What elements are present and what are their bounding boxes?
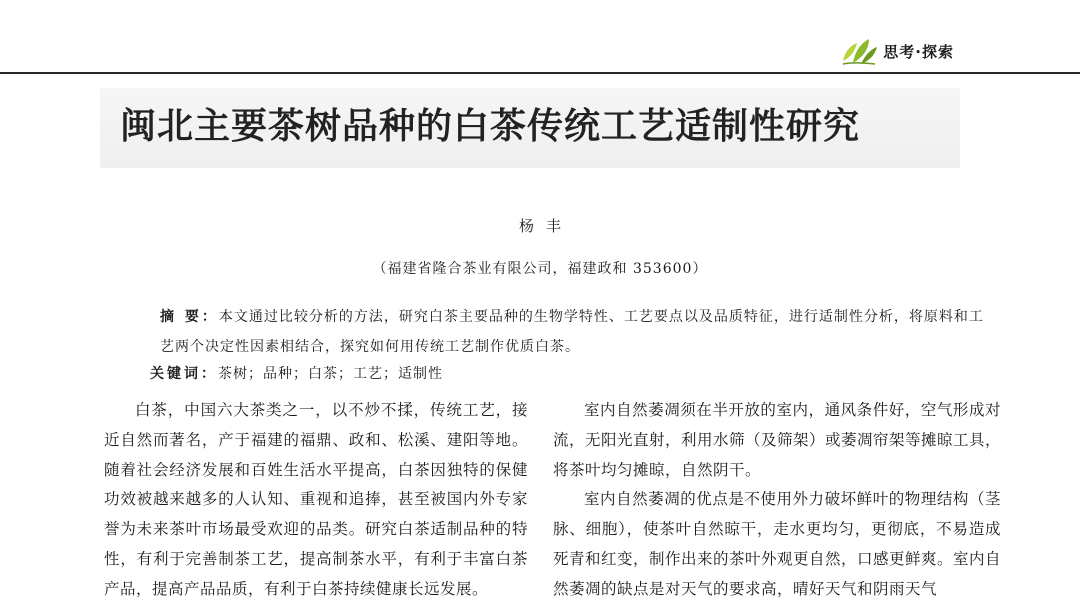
article-affiliation: （福建省隆合茶业有限公司，福建政和 353600）	[372, 261, 708, 277]
header-brand	[839, 34, 954, 68]
body-column-left	[104, 396, 528, 605]
body-paragraph: 室内自然萎凋的优点是不使用外力破坏鲜叶的物理结构（茎脉、细胞），使茶叶自然晾干，走水更均匀，更彻底，不易造成死青和红变，制作出来的茶叶外观更自然，口感更鲜爽。室内自然萎凋的缺点是对天气的要求高，晴好天气和阴雨天气	[553, 490, 1002, 598]
abstract-label: 摘 要：	[160, 309, 219, 325]
section-label: 思考·探索	[883, 42, 954, 61]
article-author: 杨丰	[518, 217, 573, 235]
body-column-right	[553, 396, 1001, 605]
page-header	[0, 0, 1080, 75]
keywords-label: 关键词：	[150, 366, 218, 382]
article-title: 闽北主要茶树品种的白茶传统工艺适制性研究	[120, 105, 861, 147]
abstract-text: 本文通过比较分析的方法，研究白茶主要品种的生物学特性、工艺要点以及品质特征，进行适制性分析，将原料和工艺两个决定性因素相结合，探究如何用传统工艺制作优质白茶。	[160, 309, 984, 355]
keywords-text: 茶树；品种；白茶；工艺；适制性	[218, 366, 443, 382]
abstract	[118, 302, 988, 362]
header-rule	[0, 72, 1080, 74]
body-paragraph: 室内自然萎凋须在半开放的室内，通风条件好，空气形成对流，无阳光直射，利用水筛（及筛架）或萎凋帘架等摊晾工具，将茶叶均匀摊晾，自然阴干。	[553, 401, 1002, 479]
body-paragraph: 白茶，中国六大茶类之一，以不炒不揉，传统工艺，接近自然而著名，产于福建的福鼎、政和、松溪、建阳等地。随着社会经济发展和百姓生活水平提高，白茶因独特的保健功效被越来越多的人认知、重视和追捧，甚至被国内外专家誉为未来茶叶市场最受欢迎的品类。研究白茶适制品种的特性，有利于完善制茶工艺，提高制茶水平，有利于丰富白茶产品，提高产品品质，有利于白茶持续健康长远发展。	[104, 401, 528, 598]
leaf-icon	[839, 35, 879, 67]
keywords	[150, 362, 980, 386]
